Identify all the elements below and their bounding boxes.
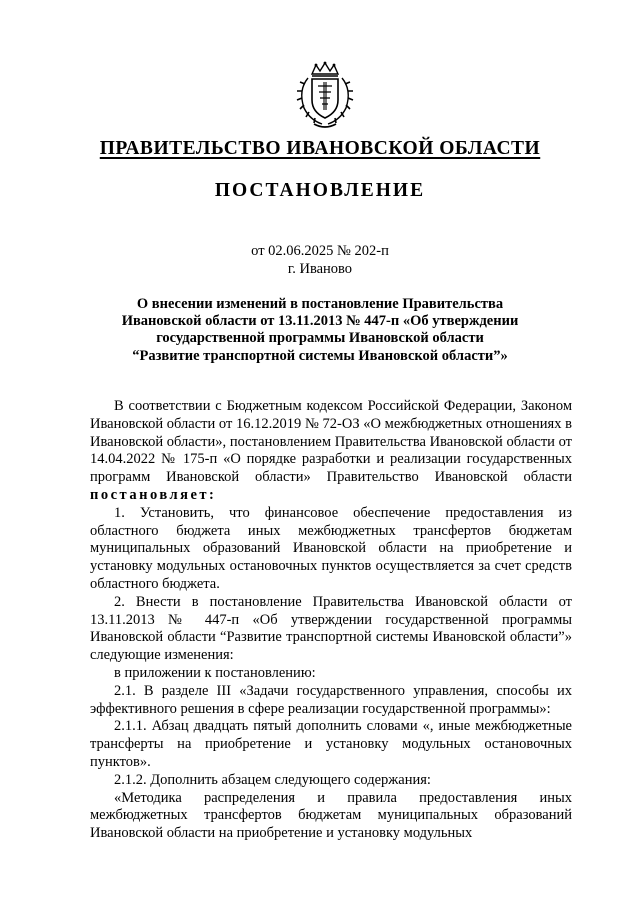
body-paragraph: 2.1.2. Дополнить абзацем следующего содержания: — [114, 771, 431, 788]
preamble-paragraph — [90, 398, 572, 505]
body-paragraph: 1. Установить, что финансовое обеспечение предоставления из областного бюджета иных межбюджетных трансфертов бюджетам муниципальных образований Ивановской области на приобретение и установку модульных остановочных пунктов осуществляется за счет средств областного бюджета. — [90, 504, 572, 592]
body-paragraph: в приложении к постановлению: — [114, 664, 316, 681]
preamble-text: В соответствии с Бюджетным кодексом Российской Федерации, Законом Ивановской области от 16.12.2019 № 72-ОЗ «О межбюджетных отношениях в Ивановской области», постановлением Правительства Ивановской области от 14.04.2022 № 175-п «О порядке разработки и реализации государственных программ Ивановской области» Правительство Ивановской области — [90, 398, 572, 486]
subject-line: государственной программы Ивановской области — [156, 330, 484, 347]
document-type: ПОСТАНОВЛЕНИЕ — [214, 180, 426, 201]
document-body — [90, 398, 572, 843]
body-paragraph: «Методика распределения и правила предоставления иных межбюджетных трансфертов бюджетам муниципальных образований Ивановской области на приобретение и установку модульных — [90, 789, 572, 842]
organization-title: ПРАВИТЕЛЬСТВО ИВАНОВСКОЙ ОБЛАСТИ — [99, 138, 541, 159]
document-city: г. Иваново — [287, 261, 353, 277]
body-paragraph: 2. Внести в постановление Правительства Ивановской области от 13.11.2013 № 447-п «Об утверждении государственной программы Ивановской области “Развитие транспортной системы Ивановской области”» следующие изменения: — [90, 593, 572, 664]
body-paragraph: 2.1.1. Абзац двадцать пятый дополнить словами «, иные межбюджетные трансферты на приобретение и установку модульных остановочных пунктов». — [90, 718, 572, 770]
subject-line: О внесении изменений в постановление Правительства — [136, 296, 504, 312]
subject-line: Ивановской области от 13.11.2013 № 447-п «Об утверждении — [121, 313, 519, 330]
document-date-number: от 02.06.2025 № 202-п — [251, 243, 389, 259]
resolution-keyword: постановляет: — [90, 486, 217, 503]
body-paragraph: 2.1. В разделе III «Задачи государственного управления, способы их эффективного решения в сфере реализации государственной программы»: — [90, 682, 572, 717]
document-subject — [0, 296, 640, 365]
subject-line: “Развитие транспортной системы Ивановской области”» — [132, 347, 508, 364]
coat-of-arms-icon — [290, 60, 360, 132]
